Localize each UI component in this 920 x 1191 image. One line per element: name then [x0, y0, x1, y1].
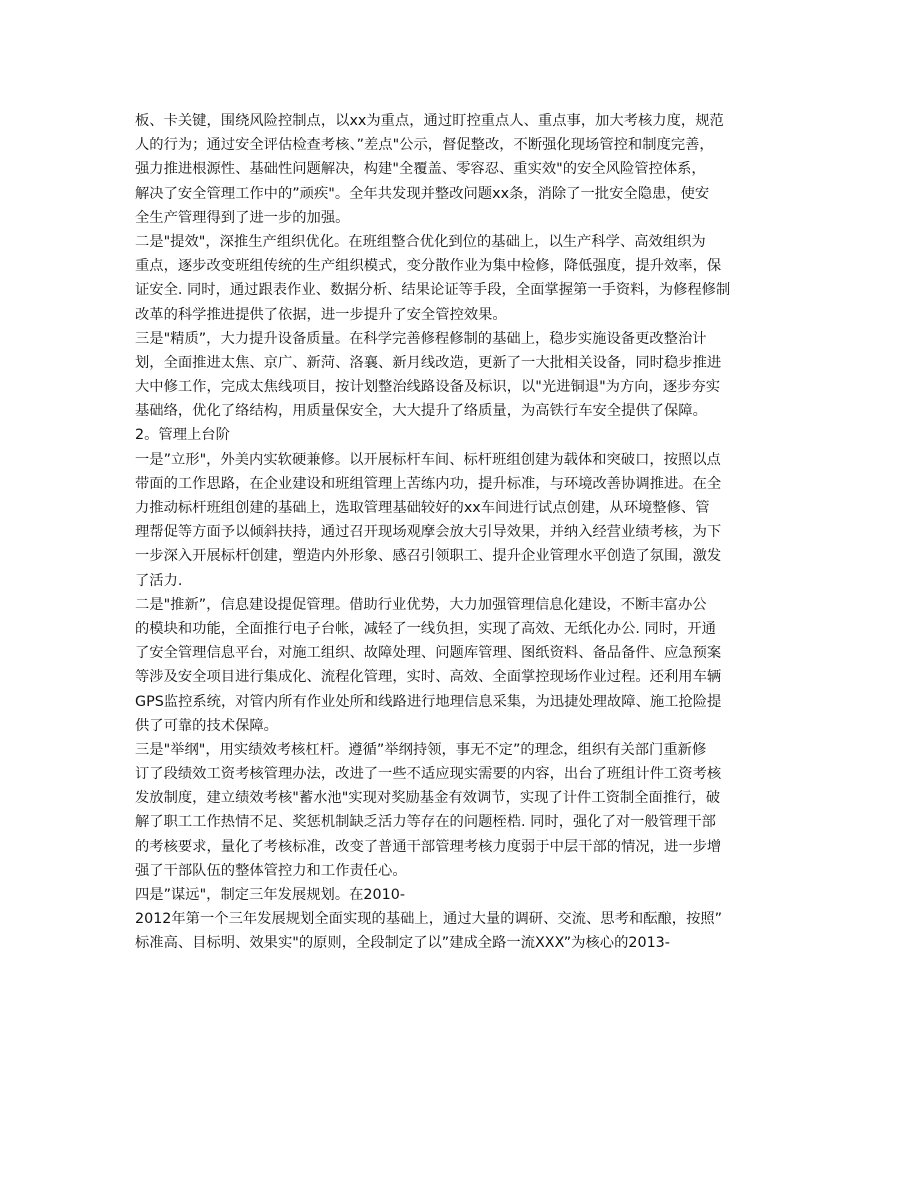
text-line: 四是”谋远"，制定三年发展规划。在2010-	[135, 887, 405, 903]
text-line: GPS监控系统，对管内所有作业处所和线路进行地理信息采集，为迅捷处理故障、施工抢险提	[135, 693, 722, 710]
text-line: 等涉及安全项目进行集成化、流程化管理，实时、高效、全面掌控现场作业过程。还利用车辆	[135, 669, 722, 686]
text-line: 带面的工作思路，在企业建设和班组管理上苦练内功，提升标准，与环境改善协调推进。在全	[135, 475, 722, 492]
text-line: 力推动标杆班组创建的基础上，选取管理基础较好的xx车间进行试点创建，从环境整修、管	[135, 500, 710, 516]
text-line: 人的行为；通过安全评估检查考核、”差点"公示，督促整改，不断强化现场管控和制度完善，	[135, 137, 714, 154]
text-line: 发放制度，建立绩效考核"蓄水池"实现对奖励基金有效调节，实现了计件工资制全面推行，破	[135, 790, 721, 807]
text-line: 划，全面推进太焦、京广、新菏、洛襄、新月线改造，更新了一大批相关设备，同时稳步推进	[135, 354, 722, 371]
document-page	[135, 109, 795, 956]
text-line: 证安全. 同时，通过跟表作业、数据分析、结果论证等手段，全面掌握第一手资料，为修程修制	[135, 282, 731, 299]
text-line: 大中修工作，完成太焦线项目，按计划整治线路设备及标识，以"光进铜退"为方向，逐步夯实	[135, 379, 721, 396]
text-line: 解了职工工作热情不足、奖惩机制缺乏活力等存在的问题桎梏. 同时，强化了对一般管理干部	[135, 814, 716, 831]
text-line: 二是"推新”，信息建设提促管理。借助行业优势，大力加强管理信息化建设，不断丰富办公	[135, 596, 707, 613]
text-line: 2012年第一个三年发展规划全面实现的基础上，通过大量的调研、交流、思考和酝酿，按照”	[135, 911, 723, 928]
text-line: 基础络，优化了络结构，用质量保安全，大大提升了络质量，为高铁行车安全提供了保障。	[135, 403, 707, 420]
text-line: 强了干部队伍的整体管控力和工作责任心。	[135, 862, 407, 879]
text-line: 重点，逐步改变班组传统的生产组织模式，变分散作业为集中检修，降低强度，提升效率，保	[135, 258, 722, 275]
text-line: 供了可靠的技术保障。	[135, 717, 278, 734]
text-line: 三是"精质”，大力提升设备质量。在科学完善修程修制的基础上，稳步实施设备更改整治计	[135, 330, 707, 347]
text-line: 二是"提效"，深推生产组织优化。在班组整合优化到位的基础上，以生产科学、高效组织为	[135, 233, 706, 250]
text-line: 强力推进根源性、基础性问题解决，构建"全覆盖、零容忍、重实效"的安全风险管控体系，	[135, 161, 706, 178]
text-line: 标准高、目标明、效果实"的原则，全段制定了以”建成全路一流XXX”为核心的2013-	[135, 935, 670, 952]
text-line: 一步深入开展标杆创建，塑造内外形象、感召引领职工、提升企业管理水平创造了氛围，激发	[135, 548, 722, 565]
text-line: 理帮促等方面予以倾斜扶持，通过召开现场观摩会放大引导效果，并纳入经营业绩考核，为下	[135, 524, 722, 541]
text-line: 改革的科学推进提供了依据，进一步提升了安全管控效果。	[135, 306, 507, 323]
text-line: 的考核要求，量化了考核标准，改变了普通干部管理考核力度弱于中层干部的情况，进一步增	[135, 838, 722, 855]
text-line: 了活力.	[135, 572, 183, 589]
text-line: 解决了安全管理工作中的”顽疾"。全年共发现并整改问题xx条，消除了一批安全隐患，使安	[135, 185, 710, 202]
text-line: 板、卡关键，围绕风险控制点，以xx为重点，通过盯控重点人、重点事，加大考核力度，规范	[135, 113, 724, 129]
text-line: 三是"举纲"，用实绩效考核杠杆。遵循”举纲持领，事无不定”的理念，组织有关部门重新修	[135, 741, 707, 758]
text-line: 全生产管理得到了进一步的加强。	[135, 209, 350, 226]
text-line: 一是”立形"，外美内实软硬兼修。以开展标杆车间、标杆班组创建为载体和突破口，按照以点	[135, 451, 721, 468]
text-line: 2。管理上台阶	[135, 427, 230, 444]
text-line: 了安全管理信息平台，对施工组织、故障处理、问题库管理、图纸资料、备品备件、应急预案	[135, 645, 722, 662]
text-line: 的模块和功能，全面推行电子台帐，减轻了一线负担，实现了高效、无纸化办公. 同时，开通	[135, 620, 716, 637]
text-line: 订了段绩效工资考核管理办法，改进了一些不适应现实需要的内容，出台了班组计件工资考核	[135, 766, 722, 783]
